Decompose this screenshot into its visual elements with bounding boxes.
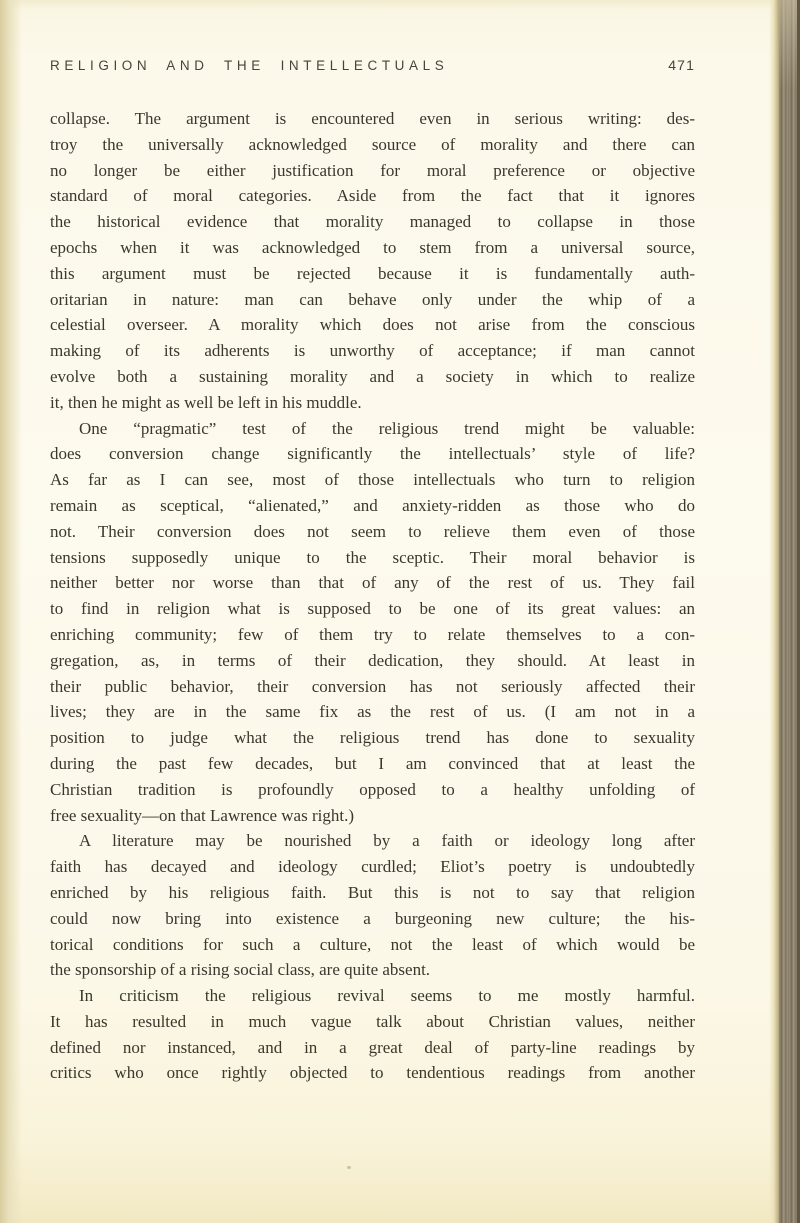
text-line: tensions supposedly unique to the sceptic. Their moral behavior is xyxy=(50,547,695,567)
text-line: remain as sceptical, “alienated,” and anxiety-ridden as those who do xyxy=(50,495,695,515)
text-line: not. Their conversion does not seem to relieve them even of those xyxy=(50,521,695,541)
text-line: faith has decayed and ideology curdled; Eliot’s poetry is undoubtedly xyxy=(50,857,695,877)
text-line: enriching community; few of them try to relate themselves to a con- xyxy=(50,624,695,644)
text-line: standard of moral categories. Aside from the fact that it ignores xyxy=(50,186,695,206)
text-line: oritarian in nature: man can behave only under the whip of a xyxy=(50,289,695,309)
text-line: no longer be either justification for moral preference or objective xyxy=(50,160,695,180)
book-page-edges xyxy=(779,0,800,1223)
text-line: it, then he might as well be left in his muddle. xyxy=(50,392,362,412)
text-line: could now bring into existence a burgeoning new culture; the his- xyxy=(50,908,695,928)
text-line: their public behavior, their conversion has not seriously affected their xyxy=(50,676,695,696)
text-line: One “pragmatic” test of the religious trend might be valuable: xyxy=(79,418,695,438)
body-text xyxy=(50,106,695,1086)
text-line: to find in religion what is supposed to be one of its great values: an xyxy=(50,599,695,619)
text-line: the historical evidence that morality managed to collapse in those xyxy=(50,212,695,232)
text-line: evolve both a sustaining morality and a society in which to realize xyxy=(50,366,695,386)
text-line: It has resulted in much vague talk about Christian values, neither xyxy=(50,1011,695,1031)
text-line: A literature may be nourished by a faith or ideology long after xyxy=(79,831,695,851)
text-line: epochs when it was acknowledged to stem from a universal source, xyxy=(50,237,695,257)
text-line: torical conditions for such a culture, not the least of which would be xyxy=(50,934,695,954)
text-line: collapse. The argument is encountered even in serious writing: des- xyxy=(50,109,695,128)
text-line: position to judge what the religious trend has done to sexuality xyxy=(50,728,695,748)
text-line: critics who once rightly objected to tendentious readings from another xyxy=(50,1063,695,1083)
text-line: celestial overseer. A morality which does not arise from the conscious xyxy=(50,315,695,335)
text-line: troy the universally acknowledged source of morality and there can xyxy=(50,134,695,154)
text-line: defined nor instanced, and in a great deal of party-line readings by xyxy=(50,1037,695,1057)
page-edge-highlight xyxy=(769,0,779,1223)
text-line: this argument must be rejected because it is fundamentally auth- xyxy=(50,263,695,283)
text-line: In criticism the religious revival seems to me mostly harmful. xyxy=(79,986,695,1006)
text-line: Christian tradition is profoundly opposed to a healthy unfolding of xyxy=(50,779,695,799)
text-line: enriched by his religious faith. But this is not to say that religion xyxy=(50,882,695,902)
text-line: As far as I can see, most of those intellectuals who turn to religion xyxy=(50,470,695,490)
text-line: the sponsorship of a rising social class, are quite absent. xyxy=(50,960,431,980)
running-head xyxy=(50,57,695,73)
paper-speck xyxy=(347,1166,351,1169)
page-gutter-shadow xyxy=(0,0,22,1223)
text-line: does conversion change significantly the intellectuals’ style of life? xyxy=(50,444,695,464)
text-line: neither better nor worse than that of any of the rest of us. They fail xyxy=(50,573,695,593)
text-line: making of its adherents is unworthy of acceptance; if man cannot xyxy=(50,341,695,361)
text-line: free sexuality—on that Lawrence was right.) xyxy=(50,805,354,825)
chapter-title: RELIGION AND THE INTELLECTUALS xyxy=(50,58,449,73)
page-number: 471 xyxy=(668,57,695,73)
text-line: gregation, as, in terms of their dedication, they should. At least in xyxy=(50,650,695,670)
text-line: lives; they are in the same fix as the rest of us. (I am not in a xyxy=(50,702,695,722)
text-line: during the past few decades, but I am convinced that at least the xyxy=(50,753,695,773)
